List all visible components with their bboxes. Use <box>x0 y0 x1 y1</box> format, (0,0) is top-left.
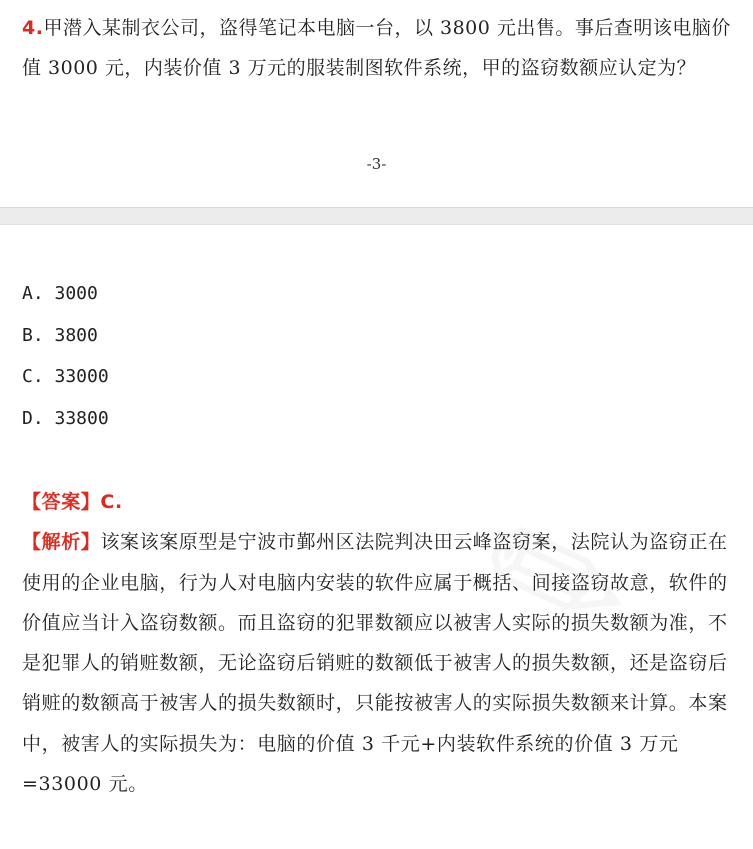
explanation-tag: 【解析】 <box>22 531 101 554</box>
option-c: C. 33000 <box>22 366 109 387</box>
explanation-paragraph <box>22 522 732 804</box>
answer-tag: 【答案】 <box>22 491 101 513</box>
page-top-section <box>0 0 753 207</box>
option-d: D. 33800 <box>22 407 109 429</box>
explanation-text: 该案该案原型是宁波市鄞州区法院判决田云峰盗窃案，法院认为盗窃正在使用的企业电脑，行为人对电脑内安装的软件应属于概括、间接盗窃故意，软件的价值应当计入盗窃数额。而且盗窃的犯罪数额应以被害人实际的损失数额为准，不是犯罪人的销赃数额，无论盗窃后销赃的数额低于被害人的损失数额，还是盗窃后销赃的数额高于被害人的损失数额时，只能按被害人的实际损失数额来计算。本案中，被害人的实际损失为：电脑的价值 3 千元+内装软件系统的价值 3 万元=33000 元。 <box>22 531 728 796</box>
question-paragraph <box>22 8 732 88</box>
answer-line <box>22 482 732 522</box>
page-number: -3- <box>366 155 387 173</box>
question-text: 甲潜入某制衣公司，盗得笔记本电脑一台，以 3800 元出售。事后查明该电脑价值 3000 元，内装价值 3 万元的服装制图软件系统，甲的盗窃数额应认定为？ <box>22 17 731 79</box>
answer-block <box>22 482 732 804</box>
option-a: A. 3000 <box>22 283 98 304</box>
question-number: 4. <box>22 17 44 39</box>
options-list <box>22 273 109 439</box>
page-separator <box>0 207 753 225</box>
option-b: B. 3800 <box>22 324 98 346</box>
answer-value: C. <box>100 491 123 513</box>
